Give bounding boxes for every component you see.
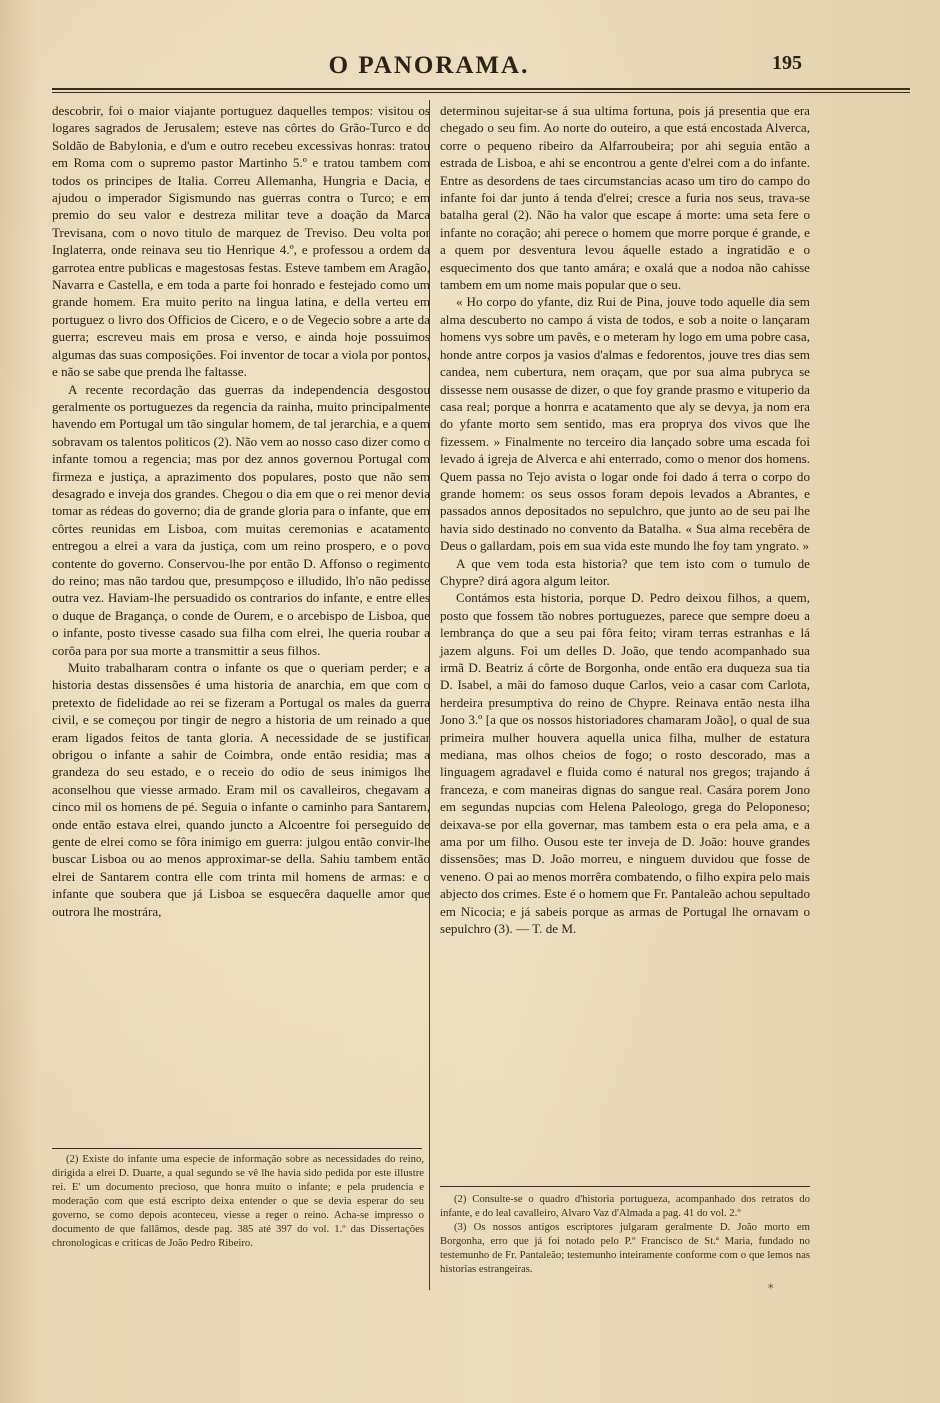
footnote: (2) Consulte-se o quadro d'historia portugueza, acompanhado dos retratos do infante, e do leal cavalleiro, Alvaro Vaz d'Almada a pag. 41 do vol. 2.º [440,1193,810,1219]
end-mark: * [768,1282,774,1295]
left-column [52,102,430,920]
column-divider [429,100,430,1290]
right-column [440,102,810,938]
paragraph: Contámos esta historia, porque D. Pedro deixou filhos, a quem, posto que fossem tão nobres portuguezes, parece que sempre doeu a lembrança do que a seu pai fôra feito; viram terras estranhas e lá jazem alguns. Foi um delles D. João, que tendo acompanhado sua irmã D. Beatriz á côrte de Borgonha, onde então era duqueza sua tia D. Isabel, a mãi do famoso duque Carlos, veio a casar com Carlota, herdeira presumptiva do reino de Chypre. Reinava então nesta ilha Jono 3.º [a que os nossos historiadores chamaram João], o qual de sua primeira mulher houvera aquella unica filha, mulher de estatura mediana, mas olhos cheios de fogo; o rosto descorado, mas a linguagem agradavel e fluida como é natural nos gregos; trajando á franceza, e com maneiras dignas do sangue real. Casára porem Jono em segundas nupcias com Helena Paleologo, grega do Peloponeso; deixava-se por ella governar, mas tambem esta o era pela ama, e a ama por um filho. Ousou este ter inveja de D. João: houve grandes dissensões; mas D. João morreu, e ninguem duvidou que fosse de veneno. O pai ao menos morrêra combatendo, o filho expira pelo mais abjecto dos crimes. Este é o homem que Fr. Pantaleão achou sepultado em Nicocia; e já sabeis porque as armas de Portugal lhe ornavam o sepulchro (3). — T. de M. [440,590,810,937]
footnotes-left [52,1152,424,1250]
masthead-title: O PANORAMA. [328,52,530,79]
paragraph: determinou sujeitar-se á sua ultima fortuna, pois já presentia que era chegado o seu fim. Ao norte do outeiro, a que está encostada Alverca, corre o pequeno ribeiro da Alfarroubeira; por ahi seguia então a estrada de Lisboa, e ahi se encontrou a gente d'elrei com a do infante. Entre as desordens de taes circumstancias acaso um tiro do campo do infante foi dar junto á tenda d'elrei; cresce a furia nos seus, trava-se batalha geral (2). Não ha valor que escape á morte: uma seta fere o infante no coração; ahi perece o homem que morre porque é grande, e a quem por desventura levou áquelle estado a ingratidão e o esquecimento dos que tanto amára; e oxalá que a nodoa não cahisse tambem em um nome mais popular que o seu. [440,103,810,293]
paragraph: A que vem toda esta historia? que tem isto com o tumulo de Chypre? dirá agora algum leitor. [440,555,810,588]
paragraph: A recente recordação das guerras da independencia desgostou geralmente os portuguezes da regencia da rainha, muito principalmente havendo em Portugal um tão singular homem, de tal jerarchia, e a quem sobravam os talentos politicos (2). Não vem ao nosso caso dizer como o infante tomou a regencia; mas por dez annos governou Portugal com firmeza e justiça, a aprazimento dos populares, posto que não sem desagrado e inveja dos grandes. Chegou o dia em que o rei menor devia tomar as rédeas do governo; dia de grande gloria para o infante, que em côrtes reunidas em Lisboa, com muitas ceremonias e acatamento entregou a elrei a vara da justiça, com um reino prospero, e o povo contente do governo. Conservou-lhe por então D. Affonso o regimento do reino; mas não tardou que, presumpçoso e illudido, lh'o não pedisse outra vez. Haviam-lhe persuadido os contrarios do infante, e entre elles o duque de Bragança, o conde de Ourem, e o arcebispo de Lisboa, que o infante, posto tivesse casado sua filha com elrei, lhe queria roubar a corôa para por sua morte a transmittir a seus filhos. [52,381,430,658]
footnotes-right [440,1192,810,1276]
quotation-paragraph: « Ho corpo do yfante, diz Rui de Pina, jouve todo aquelle dia sem alma descuberto no campo á vista de todos, e sob a noite o lançaram homens vys sobre um pavês, e o meteram hy logo em uma pobre casa, honde antre corpos ja vasios d'almas e fedorentos, jouve tres dias sem candea, nem cubertura, nem oraçam, que por sua alma pubryca se dissesse nem ousasse de dizer, o que foy grande prasmo e vituperio da casa real; porque a honrra e acatamento que aly se devya, ja nom era do yfante morto sem sentido, mas era proprya dos vivos que lhe fizessem. » Finalmente no terceiro dia lançado sobre uma escada foi levado á igreja de Alverca e ahi enterrado, como o menor dos homens. Quem passa no Tejo avista o logar onde foi dado á terra o corpo do grande homem: os seus ossos foram depois levados a Abrantes, e passados annos depositados no sepulchro, que junto ao de seu pai lhe havia sido destinado no convento da Batalha. « Sua alma recebêra de Deus o gallardam, pois em sua vida este mundo lhe foy tam yngrato. » [440,294,810,554]
header-rule [52,88,910,90]
paragraph: descobrir, foi o maior viajante portuguez daquelles tempos: visitou os logares sagrados de Jerusalem; esteve nas côrtes do Grão-Turco e do Soldão de Babylonia, e d'um e outro recebeu excessivas honras: tratou em Roma com o supremo pastor Martinho 5.º e tratou tambem com todos os principes de Italia. Correu Allemanha, Hungria e Dacia, e ajudou o imperador Sigismundo nas guerras contra o Turco; e em premio do seu valor e destreza militar teve a doação da Marca Trevisana, com o novo titulo de marquez de Treviso. Deu volta por Inglaterra, onde reinava seu tio Henrique 4.º, e professou a ordem da garrotea entre publicas e magestosas festas. Esteve tambem em Aragão, Navarra e Castella, e em toda a parte foi honrado e festejado como um grande homem. Era muito perito na lingua latina, e della verteu em portuguez o livro dos Officios de Cicero, e o de Vegecio sobre a arte da guerra; escreveu mais em prosa e verso, e ainda hoje possuimos algumas das suas composições. Foi inventor de tocar a viola por pontos, e não se sabe que prenda lhe faltasse. [52,103,430,380]
page-number: 195 [772,52,802,74]
footnote-rule-right [440,1186,810,1187]
header-rule-thin [52,92,910,93]
footnote-rule-left [52,1148,422,1149]
footnote: (3) Os nossos antigos escriptores julgaram geralmente D. João morto em Borgonha, erro que já foi notado pelo P.º Francisco de St.ª Maria, fundado no testemunho de Fr. Pantaleão; testemunho inteiramente conforme com o que lemos nas historias estrangeiras. [440,1221,810,1275]
footnote: (2) Existe do infante uma especie de informação sobre as necessidades do reino, dirigida a elrei D. Duarte, a qual segundo se vê lhe havia sido pedida por este illustre rei. E' um documento precioso, que honra muito o infante; e pela prudencia e moderação com que está escripto deixa entender o que se devia esperar do seu governo, se como depois aconteceu, viesse a reger o reino. Acha-se impresso o documento de que fallâmos, desde pag. 385 até 397 do vol. 1.º das Dissertações chronologicas e criticas de João Pedro Ribeiro. [52,1153,424,1249]
paragraph: Muito trabalharam contra o infante os que o queriam perder; e a historia destas dissensões é uma historia de anarchia, em que com o pretexto de fidelidade ao rei se fizeram a Portugal os males da guerra civil, e se começou por tingir de negro a historia de um reinado a que eram ligados feitos de tanta gloria. A necessidade de se justificar obrigou o infante a sahir de Coimbra, onde então residia; mas a grandeza do seu estado, e o receio do odio de seus inimigos lhe aconselhou que viesse armado. Eram mil os cavalleiros, chegavam a cinco mil os homens de pé. Seguia o infante o caminho para Santarem, onde então estava elrei, quando juncto a Alcoentre foi perseguido de gente de elrei como se fôra inimigo em guerra: julgou então convir-lhe buscar Lisboa ou ao menos approximar-se della. Sahiu tambem então elrei de Santarem contra elle com trinta mil homens de armas: e o infante que soubera que já Lisboa se esquecêra daquelle amor que outrora lhe mostrára, [52,660,430,919]
page-header [48,52,810,82]
